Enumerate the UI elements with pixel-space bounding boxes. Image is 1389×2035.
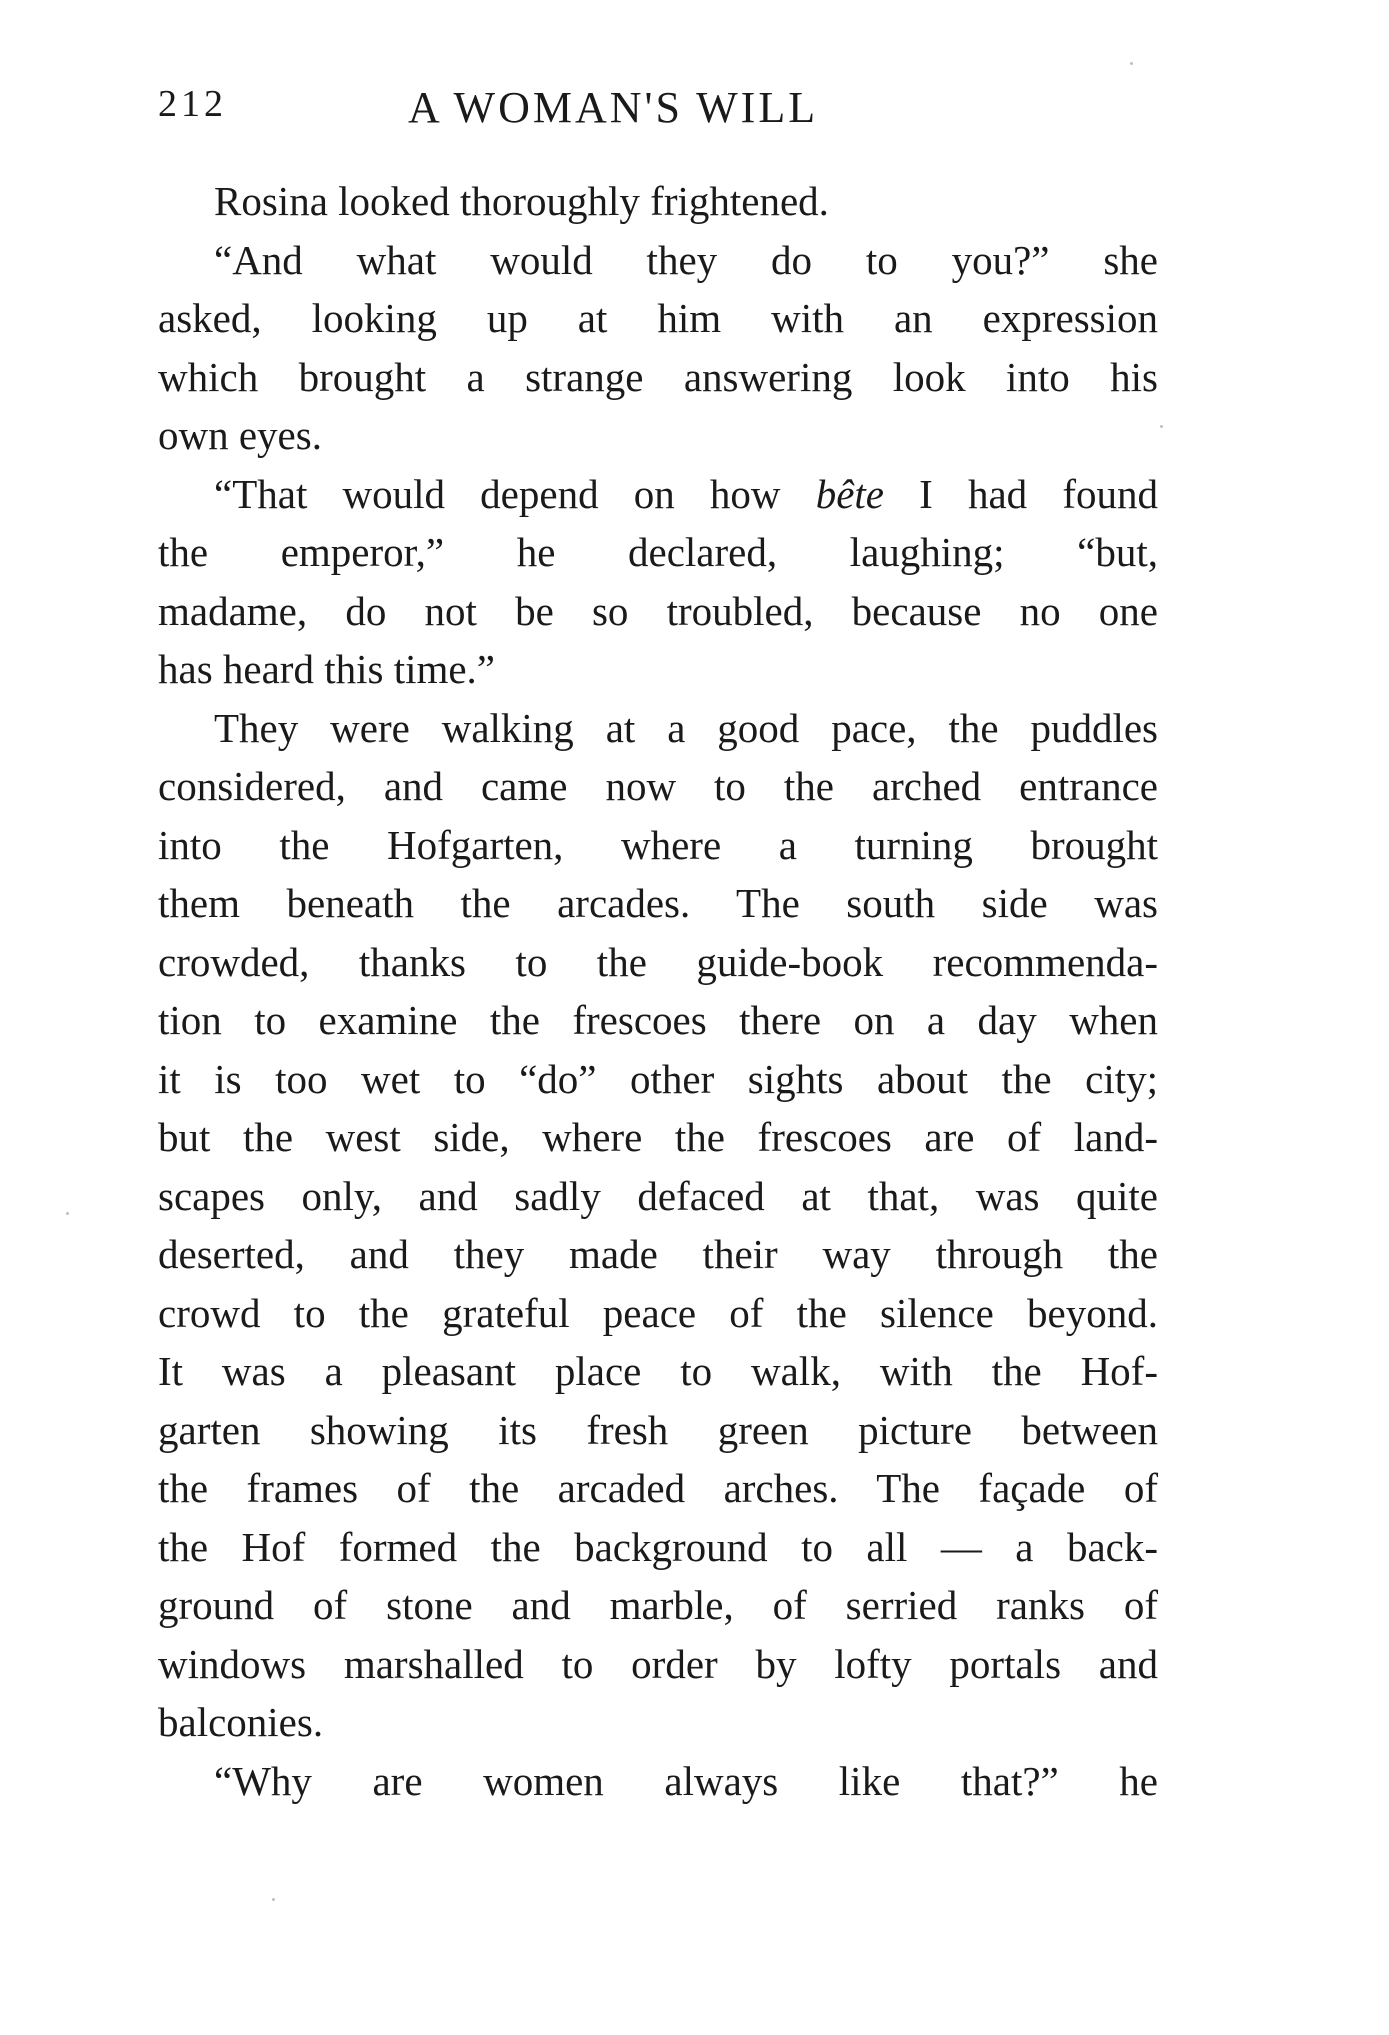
text-line: It was a pleasant place to walk, with the Hof- [158, 1348, 1158, 1394]
text-line: which brought a strange answering look into his [158, 353, 1158, 400]
text-line: They were walking at a good pace, the puddles [214, 704, 1158, 751]
running-head [158, 82, 1158, 142]
paper-speck [272, 1898, 275, 1901]
text-line: own eyes. [158, 412, 322, 458]
text-line: “Why are women always like that?” he [214, 1757, 1158, 1804]
text-line: madame, do not be so troubled, because no one [158, 587, 1158, 634]
text-segment: I had found [883, 470, 1158, 517]
italic-word: bête [815, 470, 884, 517]
text-line: balconies. [158, 1699, 324, 1745]
body-text [158, 172, 1158, 1810]
text-line: has heard this time.” [158, 646, 496, 692]
text-line: crowd to the grateful peace of the silence beyond. [158, 1289, 1158, 1336]
text-line: garten showing its fresh green picture between [158, 1406, 1158, 1453]
text-segment: “That would depend on how [214, 470, 816, 517]
text-line: deserted, and they made their way through the [158, 1231, 1158, 1277]
text-line: Rosina looked thoroughly frightened. [214, 178, 829, 224]
running-title: A WOMAN'S WILL [408, 83, 819, 132]
paper-speck [1130, 62, 1133, 65]
page-number: 212 [158, 83, 227, 125]
text-line: ground of stone and marble, of serried ranks of [158, 1582, 1158, 1628]
text-line: windows marshalled to order by lofty portals and [158, 1640, 1158, 1687]
text-line: tion to examine the frescoes there on a day when [158, 997, 1158, 1043]
text-line: considered, and came now to the arched entrance [158, 763, 1158, 809]
paper-speck [1160, 425, 1163, 428]
text-line: them beneath the arcades. The south side was [158, 880, 1158, 926]
text-line: crowded, thanks to the guide-book recommenda- [158, 938, 1158, 985]
text-line: but the west side, where the frescoes are of land- [158, 1114, 1158, 1160]
text-line: into the Hofgarten, where a turning brought [158, 821, 1158, 868]
paper-speck [66, 1212, 69, 1215]
text-line: the emperor,” he declared, laughing; “but, [158, 529, 1158, 575]
text-line: the frames of the arcaded arches. The façade of [158, 1465, 1158, 1511]
text-line-with-italic [158, 465, 1158, 524]
text-line: the Hof formed the background to all — a back- [158, 1523, 1158, 1570]
text-line: “And what would they do to you?” she [214, 236, 1158, 283]
text-line: asked, looking up at him with an expression [158, 295, 1158, 341]
text-line: scapes only, and sadly defaced at that, was quite [158, 1172, 1158, 1219]
text-line: it is too wet to “do” other sights about the city; [158, 1055, 1158, 1102]
